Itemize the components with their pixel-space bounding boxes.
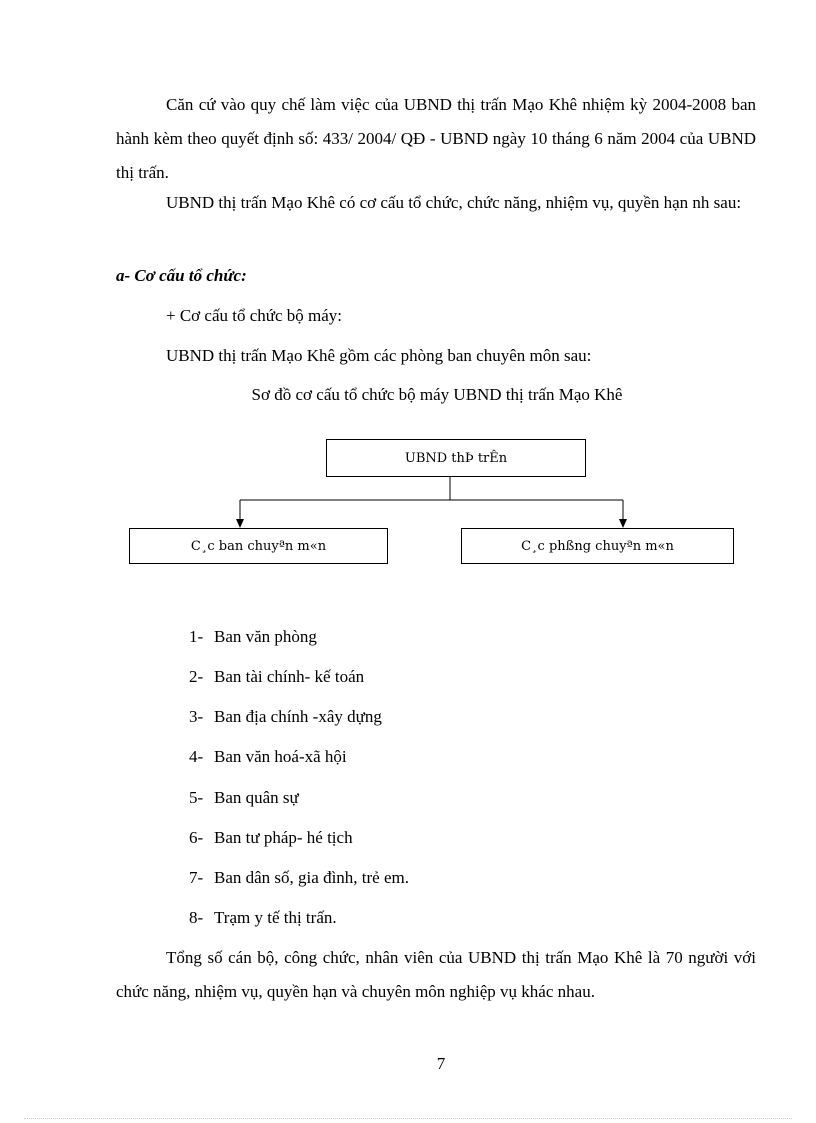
list-item: 6- Ban tư pháp- hé tịch — [189, 828, 353, 847]
list-item: 7- Ban dân số, gia đình, trẻ em. — [189, 868, 409, 887]
list-item: 2- Ban tài chính- kế toán — [189, 667, 365, 686]
box-specialized-boards: C¸c ban chuyªn m«n — [129, 528, 388, 564]
subheading: + Cơ cấu tổ chức bộ máy: — [166, 306, 343, 325]
list-item: 5- Ban quân sự — [189, 788, 299, 807]
section-heading: a- Cơ cấu tổ chức: — [116, 266, 247, 285]
list-item: 1- Ban văn phòng — [189, 627, 317, 646]
paragraph-regulation: Căn cứ vào quy chế làm việc của UBND thị trấn Mạo Khê nhiệm kỳ 2004-2008 ban hành kèm theo quyết định số: 433/ 2004/ QĐ - UBND ngày 10 tháng 6 năm 2004 của UBND thị trấn. — [116, 95, 756, 182]
arrow-down-icon — [236, 519, 244, 528]
box-ubnd: UBND thÞ trÊn — [326, 439, 586, 477]
box-specialized-departments: C¸c phßng chuyªn m«n — [461, 528, 734, 564]
list-item: 8- Trạm y tế thị trấn. — [189, 908, 337, 927]
arrow-down-icon — [619, 519, 627, 528]
page-bottom-border — [24, 1118, 792, 1119]
list-item: 3- Ban địa chính -xây dựng — [189, 707, 382, 726]
list-item: 4- Ban văn hoá-xã hội — [189, 747, 347, 766]
page-number: 7 — [436, 1054, 446, 1073]
diagram-title: Sơ đồ cơ cấu tổ chức bộ máy UBND thị trấn Mạo Khê — [251, 385, 623, 404]
paragraph-structure-intro: UBND thị trấn Mạo Khê có cơ cấu tổ chức, chức năng, nhiệm vụ, quyền hạn nh sau: — [166, 193, 742, 212]
paragraph-total-staff: Tổng số cán bộ, công chức, nhân viên của UBND thị trấn Mạo Khê là 70 người với chức năng, nhiệm vụ, quyền hạn và chuyên môn nghiệp vụ khác nhau. — [116, 948, 756, 1001]
intro-line: UBND thị trấn Mạo Khê gồm các phòng ban chuyên môn sau: — [166, 346, 592, 365]
